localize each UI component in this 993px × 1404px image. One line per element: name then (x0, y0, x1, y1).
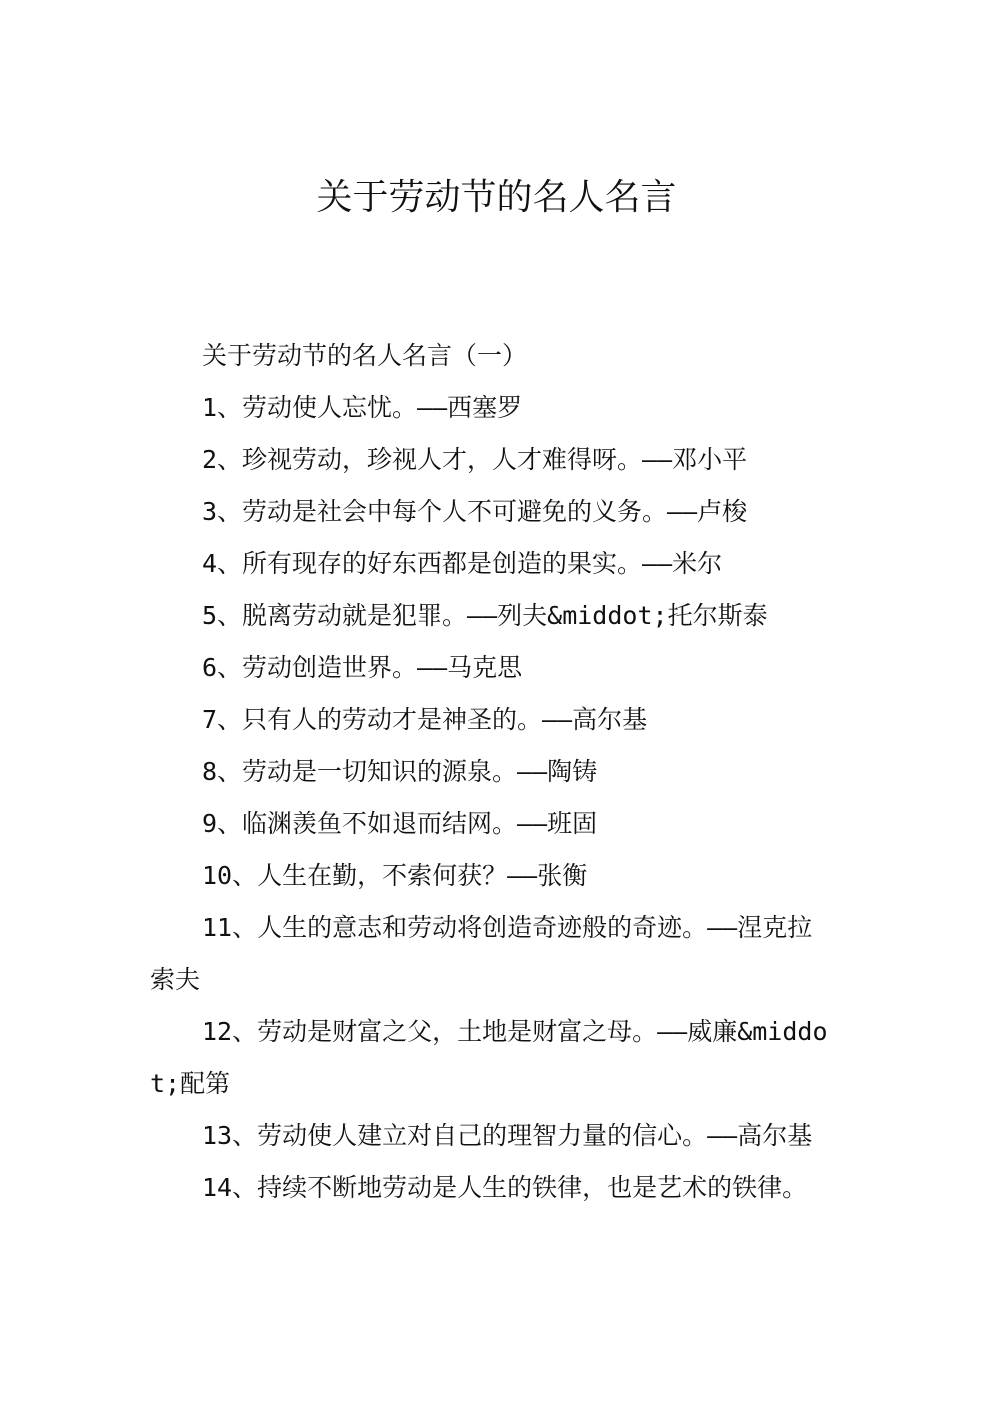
quote-item: 3、劳动是社会中每个人不可避免的义务。——卢梭 (202, 497, 748, 526)
quote-item: 1、劳动使人忘忧。——西塞罗 (202, 393, 523, 422)
quote-item: 11、人生的意志和劳动将创造奇迹般的奇迹。——涅克拉索夫 (150, 913, 813, 994)
quote-item: 8、劳动是一切知识的源泉。——陶铸 (202, 757, 598, 786)
quote-item: 12、劳动是财富之父，土地是财富之母。——威廉&middot;配第 (150, 1017, 828, 1098)
quote-item: 4、所有现存的好东西都是创造的果实。——米尔 (202, 549, 723, 578)
quote-item: 5、脱离劳动就是犯罪。——列夫&middot;托尔斯泰 (202, 601, 768, 630)
document-body (150, 330, 830, 1214)
quote-item: 2、珍视劳动，珍视人才，人才难得呀。——邓小平 (202, 445, 748, 474)
quote-item: 7、只有人的劳动才是神圣的。——高尔基 (202, 705, 648, 734)
quote-item: 10、人生在勤，不索何获？——张衡 (202, 861, 588, 890)
quote-item: 13、劳动使人建立对自己的理智力量的信心。——高尔基 (202, 1121, 813, 1150)
quote-item: 9、临渊羡鱼不如退而结网。——班固 (202, 809, 598, 838)
section-heading: 关于劳动节的名人名言（一） (202, 341, 528, 370)
document-title: 关于劳动节的名人名言 (316, 177, 677, 218)
quote-item: 14、持续不断地劳动是人生的铁律，也是艺术的铁律。 (202, 1173, 808, 1202)
quote-item: 6、劳动创造世界。——马克思 (202, 653, 523, 682)
